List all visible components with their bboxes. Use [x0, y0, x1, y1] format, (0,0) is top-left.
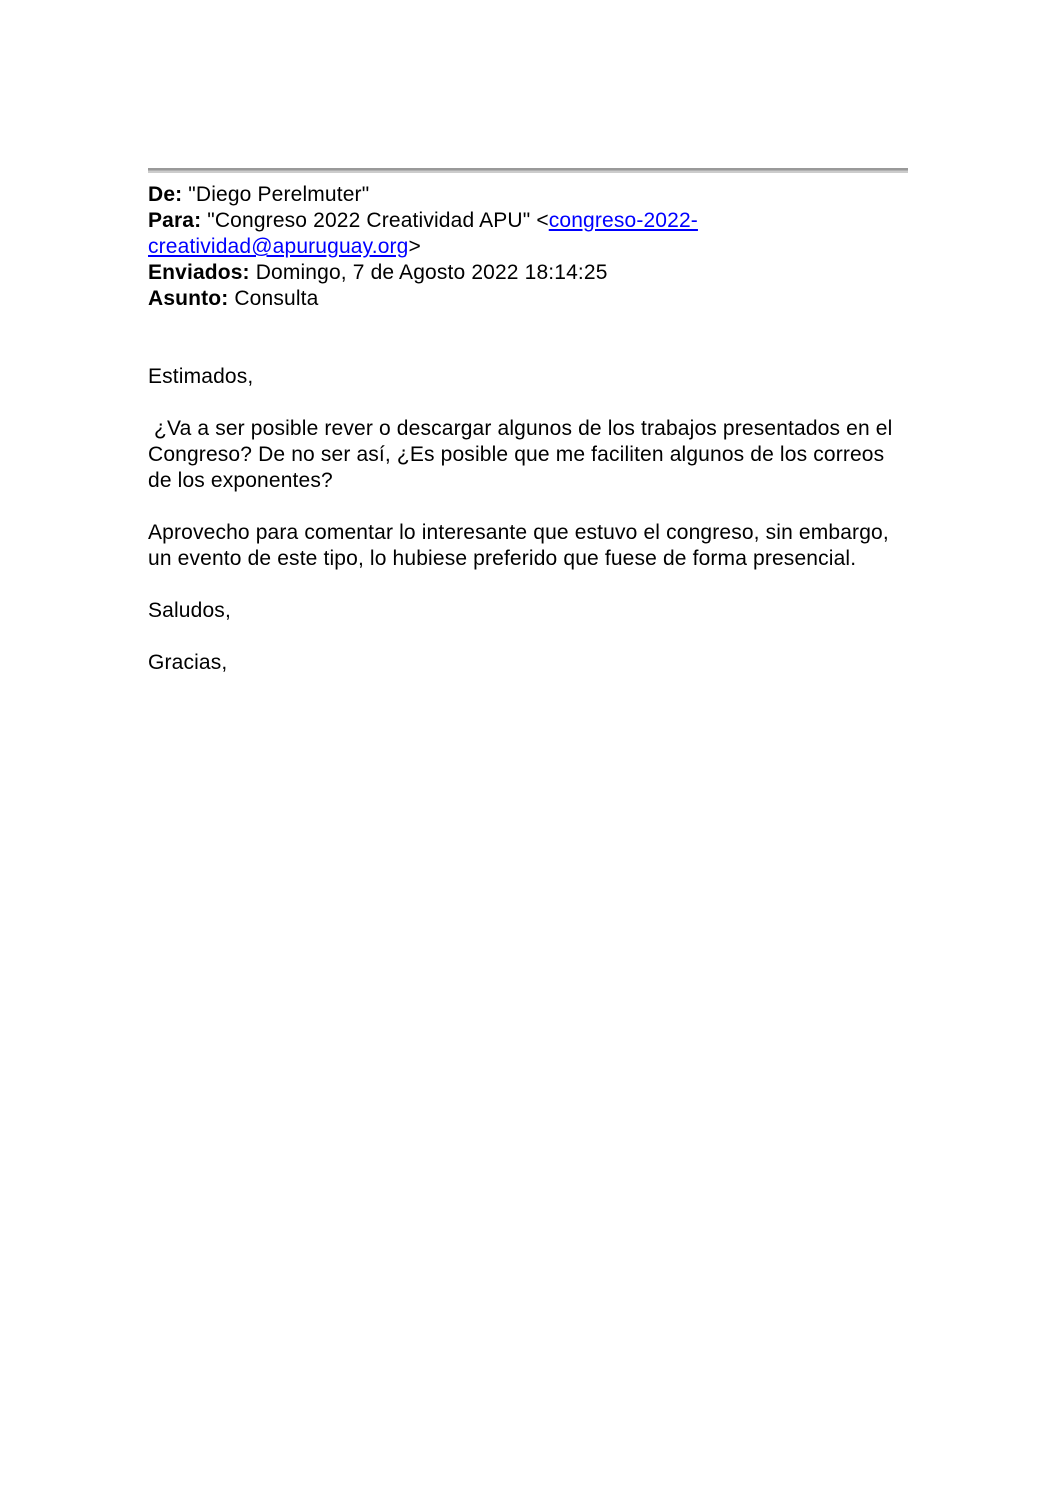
sent-value: Domingo, 7 de Agosto 2022 18:14:25 [249, 261, 608, 284]
to-value-suffix: > [408, 235, 421, 258]
header-field-to [148, 208, 908, 260]
body-paragraph-2: Aprovecho para comentar lo interesante que estuvo el congreso, sin embargo, un evento de este tipo, lo hubiese preferido que fuese de forma presencial. [148, 521, 895, 570]
email-body [148, 364, 908, 676]
to-value-prefix: "Congreso 2022 Creatividad APU" < [201, 209, 549, 232]
from-label: De: [148, 183, 183, 206]
email-headers [148, 182, 908, 312]
from-value: "Diego Perelmuter" [182, 183, 370, 206]
header-field-from [148, 182, 908, 208]
to-label: Para: [148, 209, 202, 232]
recipient-email-link[interactable]: congreso-2022-creatividad@apuruguay.org [148, 209, 698, 258]
email-content [148, 168, 908, 676]
header-divider [148, 168, 908, 173]
subject-label: Asunto: [148, 287, 229, 310]
header-field-sent [148, 260, 908, 286]
header-field-subject [148, 286, 908, 312]
subject-value: Consulta [228, 287, 319, 310]
closing-thanks: Gracias, [148, 651, 228, 674]
sent-label: Enviados: [148, 261, 250, 284]
greeting-text: Estimados, [148, 365, 254, 388]
body-paragraph-1: ¿Va a ser posible rever o descargar algunos de los trabajos presentados en el Congreso? De no ser así, ¿Es posible que me faciliten algunos de los correos de los exponentes? [148, 417, 899, 492]
closing-salutation: Saludos, [148, 599, 231, 622]
